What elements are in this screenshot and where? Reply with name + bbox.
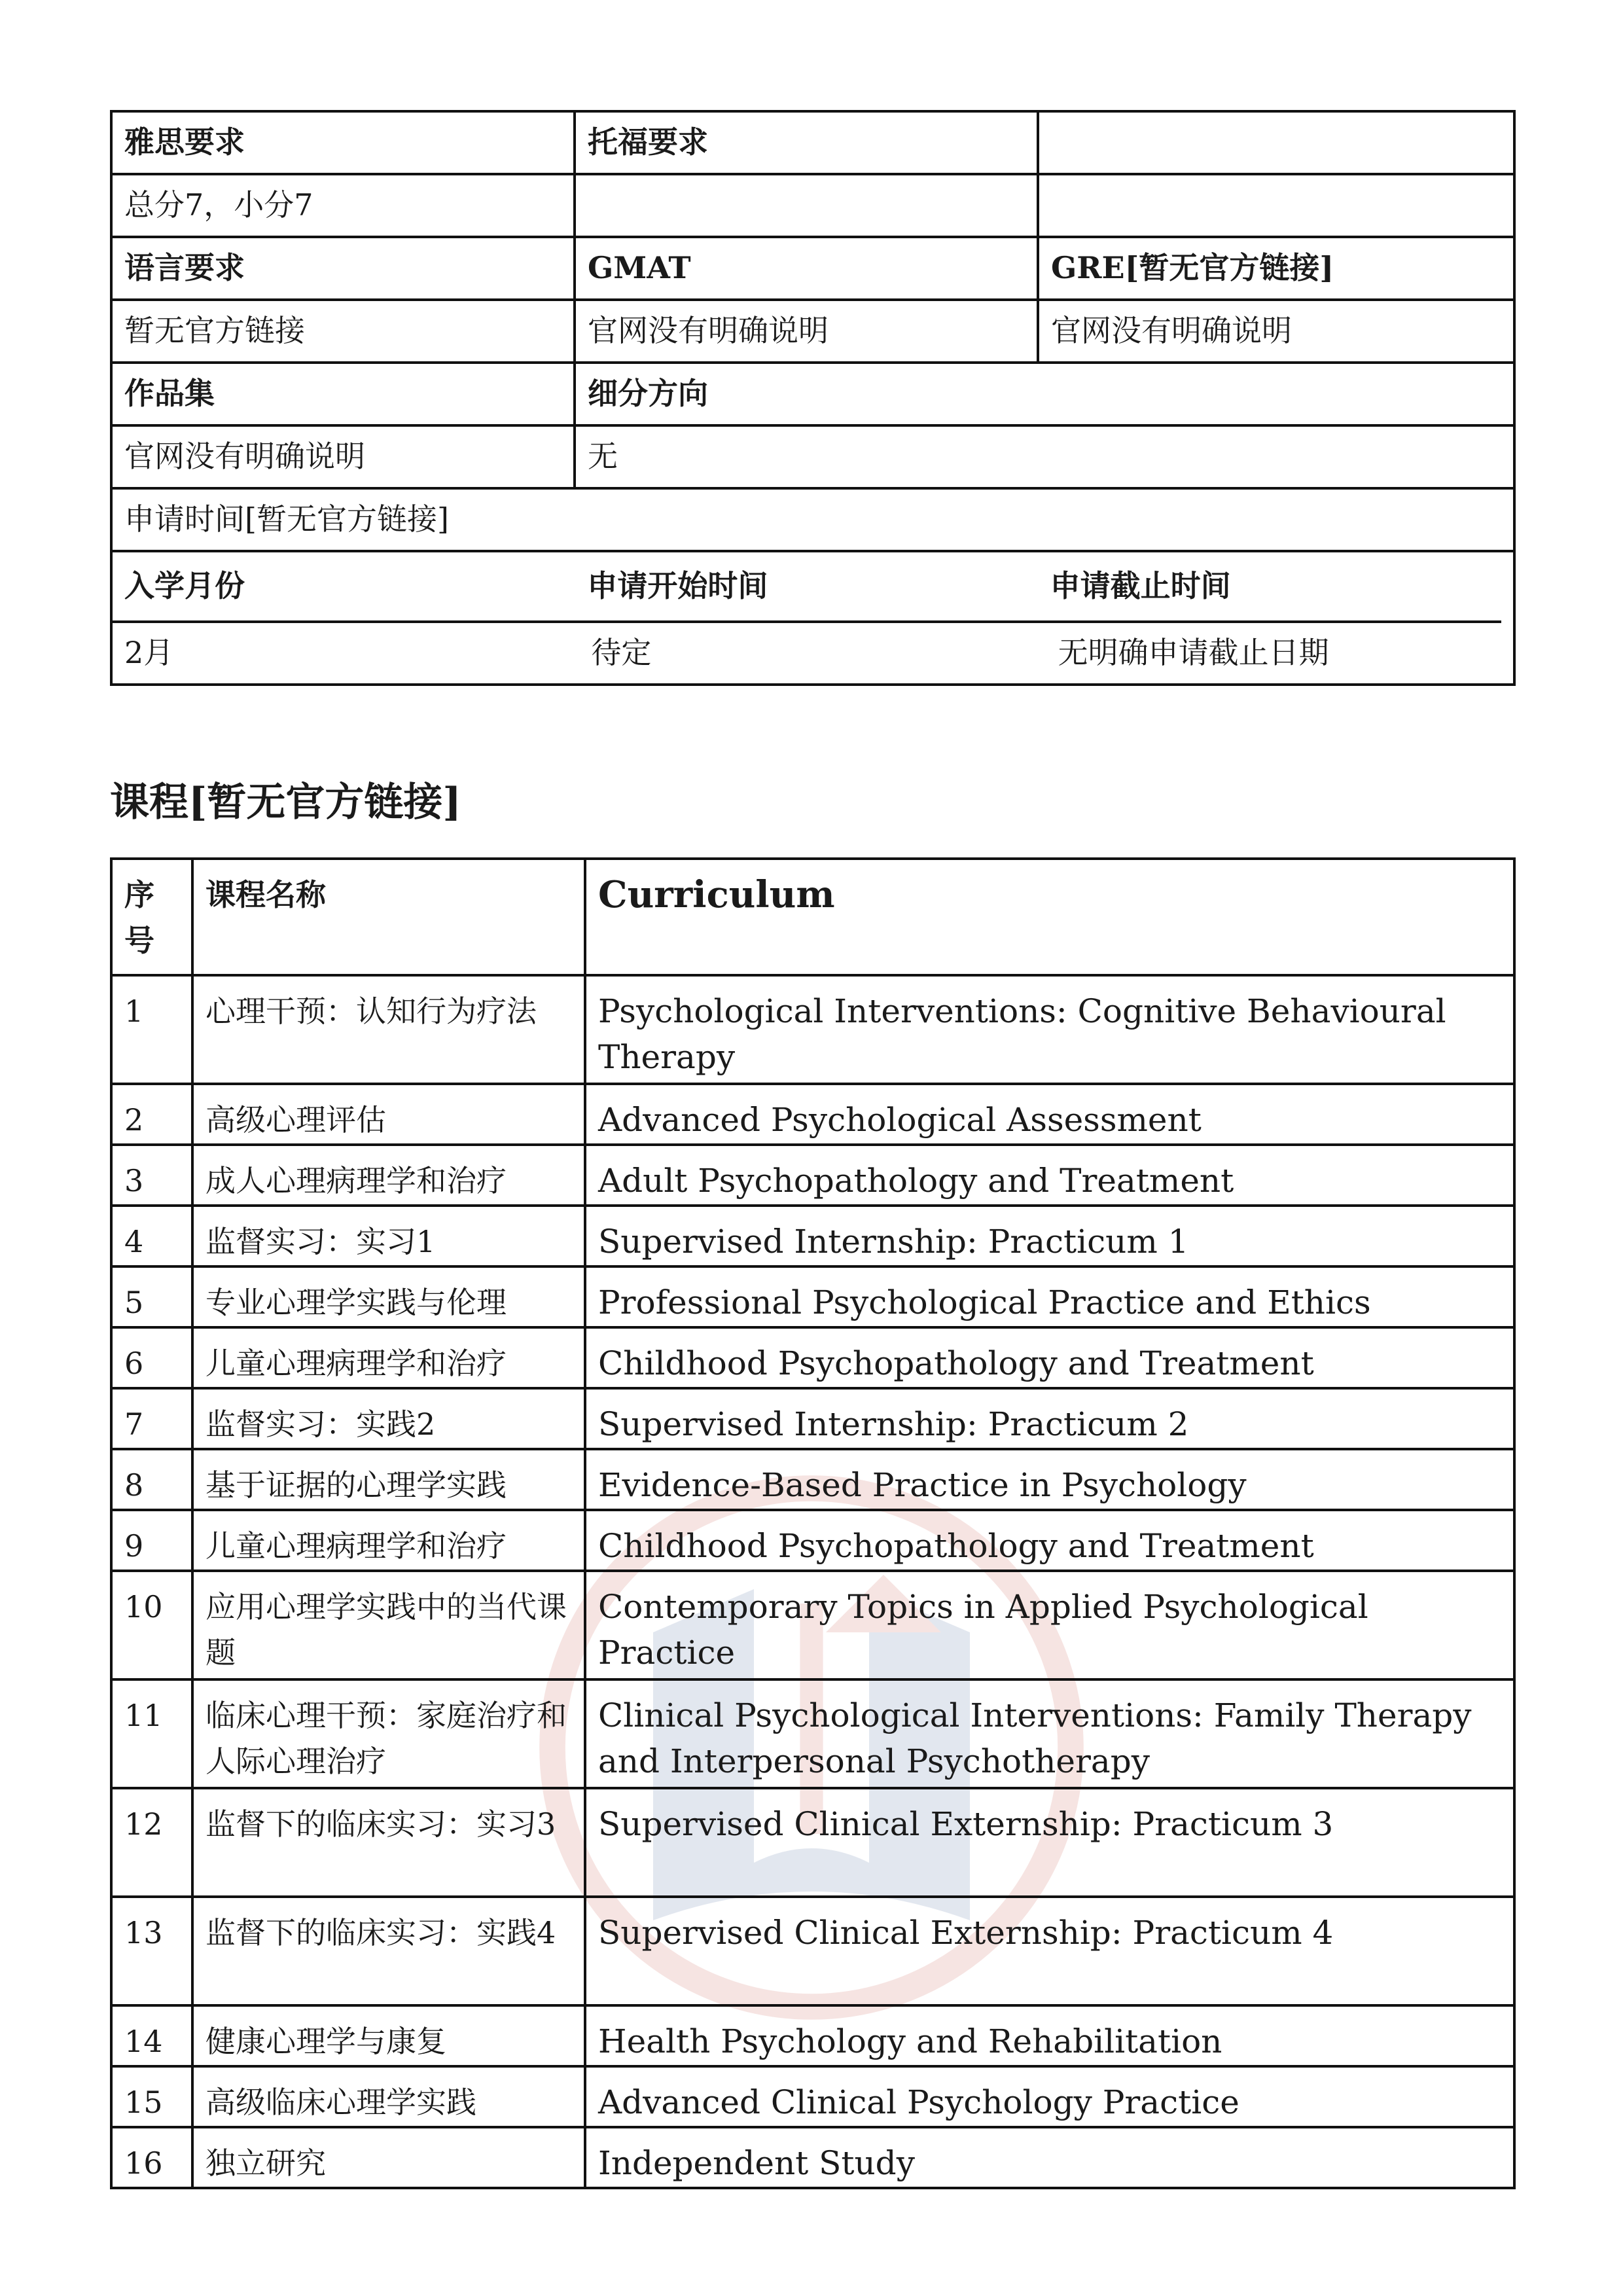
course-number: 13 (111, 1897, 192, 2005)
language-value: 暂无官方链接 (111, 300, 575, 363)
course-number: 12 (111, 1788, 192, 1897)
course-name-cn: 应用心理学实践中的当代课题 (192, 1571, 585, 1679)
column-header-number: 序号 (111, 859, 192, 975)
course-number: 6 (111, 1327, 192, 1388)
table-row (111, 174, 1514, 237)
course-name-en: Supervised Clinical Externship: Practicum 3 (585, 1788, 1514, 1897)
course-name-en: Contemporary Topics in Applied Psychological Practice (585, 1571, 1514, 1679)
course-name-en: Health Psychology and Rehabilitation (585, 2005, 1514, 2066)
table-row (111, 551, 1514, 685)
course-number: 7 (111, 1388, 192, 1449)
gre-value: 官网没有明确说明 (1038, 300, 1514, 363)
course-number: 9 (111, 1510, 192, 1571)
intake-cell (111, 551, 1514, 685)
courses-section-title: 课程[暂无官方链接] (110, 780, 461, 825)
table-row (111, 1327, 1514, 1388)
course-number: 2 (111, 1084, 192, 1145)
course-number: 8 (111, 1449, 192, 1510)
course-name-cn: 高级心理评估 (192, 1084, 585, 1145)
course-name-cn: 监督实习：实践2 (192, 1388, 585, 1449)
table-row (111, 1571, 1514, 1679)
requirements-table (110, 110, 1516, 686)
course-name-en: Independent Study (585, 2127, 1514, 2188)
table-row (111, 1897, 1514, 2005)
direction-value: 无 (575, 425, 1514, 488)
course-name-en: Childhood Psychopathology and Treatment (585, 1510, 1514, 1571)
gmat-label: GMAT (575, 237, 1038, 300)
course-name-cn: 高级临床心理学实践 (192, 2066, 585, 2127)
course-name-en: Professional Psychological Practice and Ethics (585, 1266, 1514, 1327)
table-row (111, 1510, 1514, 1571)
table-row (111, 425, 1514, 488)
course-name-cn: 监督下的临床实习：实践4 (192, 1897, 585, 2005)
table-row (111, 1449, 1514, 1510)
course-number: 11 (111, 1679, 192, 1788)
table-row (111, 975, 1514, 1084)
course-name-cn: 成人心理病理学和治疗 (192, 1145, 585, 1206)
application-start-header: 申请开始时间 (587, 568, 768, 604)
course-name-en: Advanced Clinical Psychology Practice (585, 2066, 1514, 2127)
table-row (111, 2066, 1514, 2127)
course-name-en: Childhood Psychopathology and Treatment (585, 1327, 1514, 1388)
table-row (111, 1388, 1514, 1449)
column-header-course-name: 课程名称 (192, 859, 585, 975)
portfolio-label: 作品集 (111, 363, 575, 425)
course-name-en: Supervised Internship: Practicum 2 (585, 1388, 1514, 1449)
table-row (111, 1084, 1514, 1145)
course-name-en: Supervised Clinical Externship: Practicum 4 (585, 1897, 1514, 2005)
application-time-label: 申请时间[暂无官方链接] (111, 488, 1514, 551)
column-header-curriculum: Curriculum (585, 859, 1514, 975)
table-row (111, 2127, 1514, 2188)
course-number: 14 (111, 2005, 192, 2066)
course-name-cn: 临床心理干预：家庭治疗和人际心理治疗 (192, 1679, 585, 1788)
intake-value-row (113, 623, 1513, 683)
course-number: 1 (111, 975, 192, 1084)
table-row (111, 300, 1514, 363)
courses-table (110, 857, 1516, 2189)
intake-month-header: 入学月份 (124, 568, 245, 604)
table-row (111, 237, 1514, 300)
table-row (111, 1266, 1514, 1327)
table-header-row (111, 859, 1514, 975)
intake-header-row (113, 552, 1501, 623)
course-number: 4 (111, 1206, 192, 1266)
empty-cell (575, 174, 1038, 237)
application-start-value: 待定 (591, 635, 652, 671)
course-rows (111, 975, 1514, 2188)
course-name-cn: 专业心理学实践与伦理 (192, 1266, 585, 1327)
direction-label: 细分方向 (575, 363, 1514, 425)
course-name-en: Adult Psychopathology and Treatment (585, 1145, 1514, 1206)
intake-subtable (113, 552, 1513, 683)
course-name-cn: 基于证据的心理学实践 (192, 1449, 585, 1510)
course-number: 3 (111, 1145, 192, 1206)
course-number: 16 (111, 2127, 192, 2188)
table-row (111, 1679, 1514, 1788)
empty-cell (1038, 111, 1514, 174)
intake-month-value: 2月 (124, 635, 174, 671)
application-deadline-header: 申请截止时间 (1050, 568, 1231, 604)
course-name-en: Psychological Interventions: Cognitive Behavioural Therapy (585, 975, 1514, 1084)
table-row (111, 1206, 1514, 1266)
course-name-cn: 儿童心理病理学和治疗 (192, 1327, 585, 1388)
course-number: 15 (111, 2066, 192, 2127)
ielts-value: 总分7，小分7 (111, 174, 575, 237)
portfolio-value: 官网没有明确说明 (111, 425, 575, 488)
gre-label: GRE[暂无官方链接] (1038, 237, 1514, 300)
course-name-cn: 监督实习：实习1 (192, 1206, 585, 1266)
course-number: 5 (111, 1266, 192, 1327)
course-name-cn: 独立研究 (192, 2127, 585, 2188)
course-name-en: Evidence-Based Practice in Psychology (585, 1449, 1514, 1510)
course-number: 10 (111, 1571, 192, 1679)
table-row (111, 111, 1514, 174)
toefl-label: 托福要求 (575, 111, 1038, 174)
language-label: 语言要求 (111, 237, 575, 300)
gmat-value: 官网没有明确说明 (575, 300, 1038, 363)
application-deadline-value: 无明确申请截止日期 (1058, 635, 1329, 671)
course-name-en: Supervised Internship: Practicum 1 (585, 1206, 1514, 1266)
table-row (111, 2005, 1514, 2066)
table-row (111, 363, 1514, 425)
course-name-cn: 心理干预：认知行为疗法 (192, 975, 585, 1084)
course-name-en: Advanced Psychological Assessment (585, 1084, 1514, 1145)
course-name-cn: 监督下的临床实习：实习3 (192, 1788, 585, 1897)
table-row (111, 1145, 1514, 1206)
course-name-cn: 健康心理学与康复 (192, 2005, 585, 2066)
ielts-label: 雅思要求 (111, 111, 575, 174)
course-name-cn: 儿童心理病理学和治疗 (192, 1510, 585, 1571)
table-row (111, 488, 1514, 551)
course-name-en: Clinical Psychological Interventions: Family Therapy and Interpersonal Psychotherapy (585, 1679, 1514, 1788)
empty-cell (1038, 174, 1514, 237)
table-row (111, 1788, 1514, 1897)
